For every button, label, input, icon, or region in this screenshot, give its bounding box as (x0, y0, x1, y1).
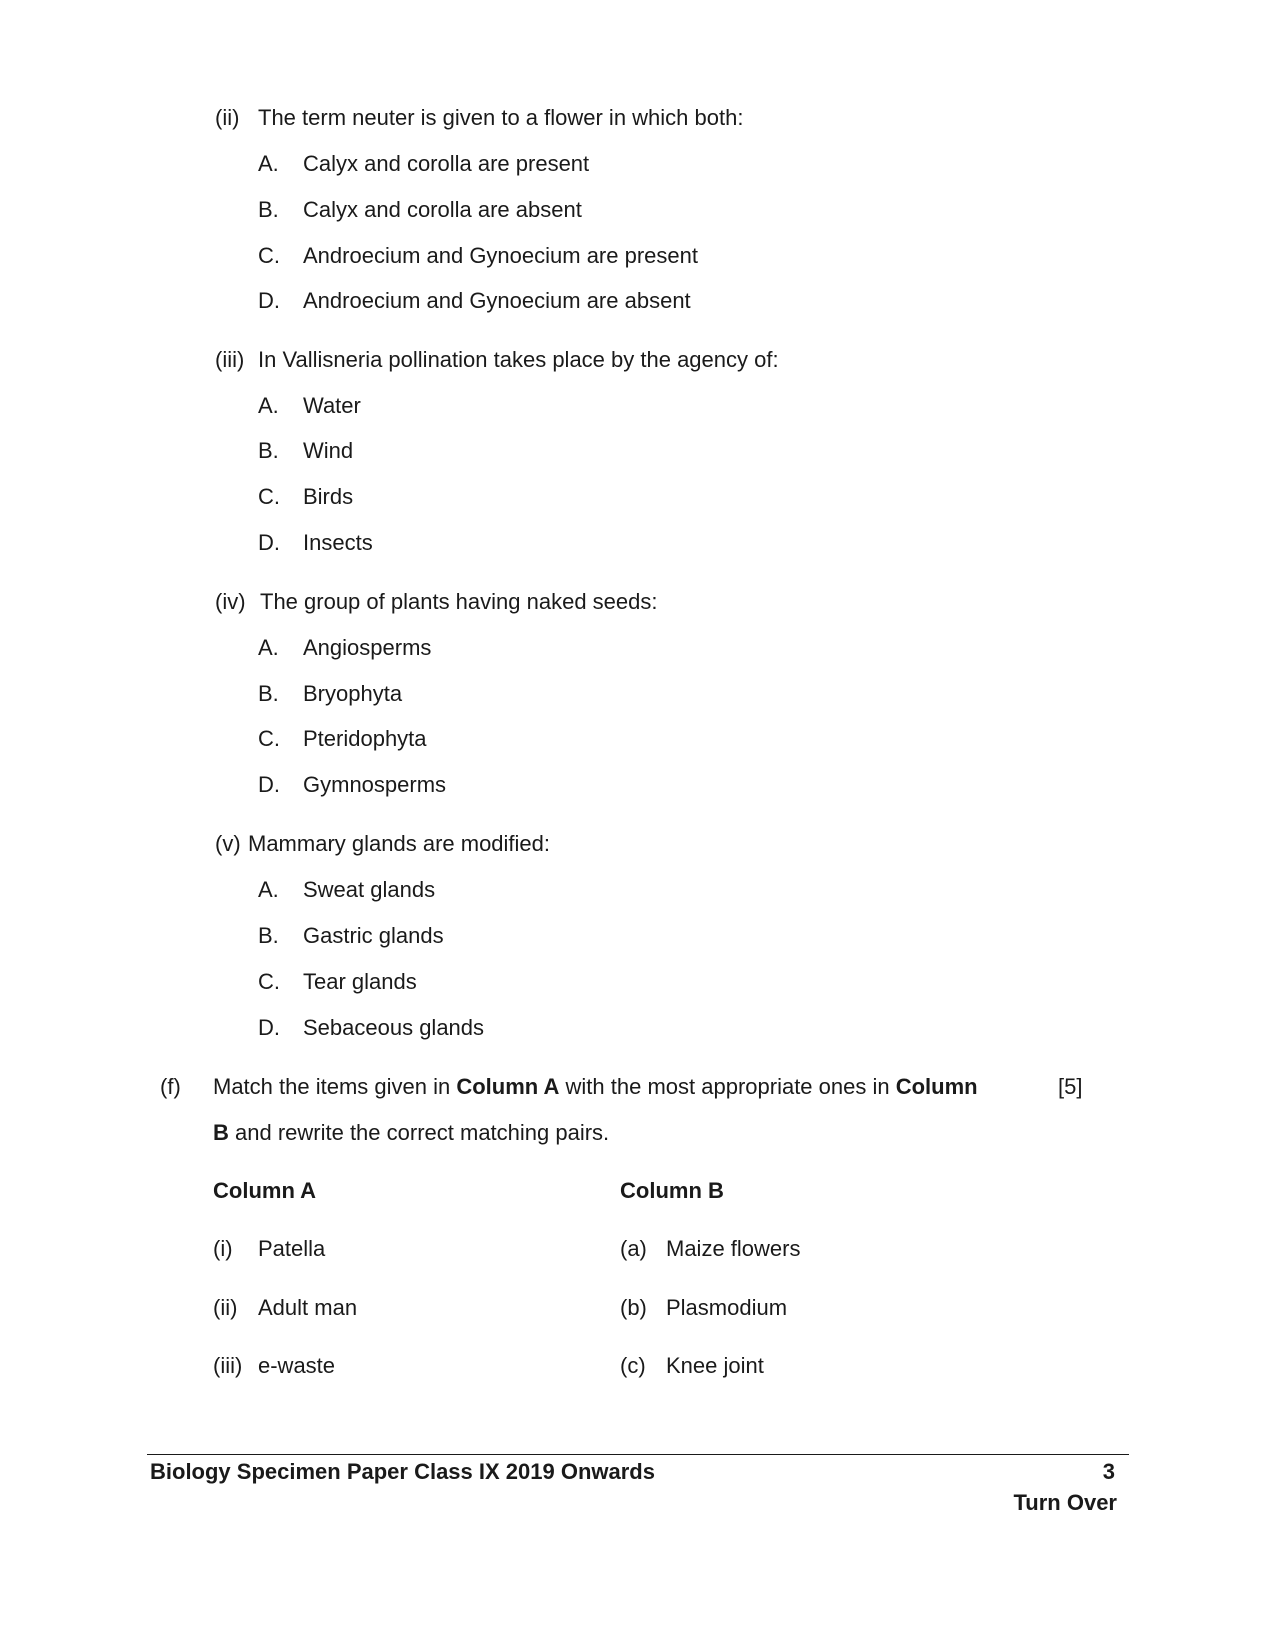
option-letter: A. (258, 635, 279, 660)
option-letter: D. (258, 1015, 280, 1040)
question-text: Mammary glands are modified: (248, 831, 551, 856)
option-letter: D. (258, 772, 280, 797)
column-a-item: Adult man (258, 1295, 358, 1320)
option-text: Pteridophyta (303, 726, 427, 751)
option-text: Sebaceous glands (303, 1015, 485, 1040)
option-text: Gastric glands (303, 923, 444, 948)
question-text: In Vallisneria pollination takes place by the agency of: (258, 347, 779, 372)
option-letter: C. (258, 726, 280, 751)
question-text: The term neuter is given to a flower in which both: (258, 105, 744, 130)
column-a-number: (ii) (213, 1295, 238, 1320)
option-text: Sweat glands (303, 877, 436, 902)
footer-title: Biology Specimen Paper Class IX 2019 Onwards (150, 1459, 655, 1484)
column-a-item: e-waste (258, 1353, 336, 1378)
column-b-item: Maize flowers (666, 1236, 801, 1261)
instruction-bold: B (213, 1120, 229, 1145)
page-number: 3 (1102, 1459, 1115, 1484)
column-b-number: (c) (620, 1353, 646, 1378)
column-a-item: Patella (258, 1236, 326, 1261)
question-number: (ii) (215, 105, 240, 130)
instruction-text: Match the items given in (213, 1074, 457, 1099)
instruction-text: with the most appropriate ones in (559, 1074, 896, 1099)
option-letter: A. (258, 877, 279, 902)
option-text: Calyx and corolla are present (303, 151, 590, 176)
option-text: Androecium and Gynoecium are absent (303, 288, 691, 313)
option-text: Angiosperms (303, 635, 432, 660)
column-a-header: Column A (213, 1178, 317, 1203)
option-letter: B. (258, 923, 279, 948)
option-text: Bryophyta (303, 681, 403, 706)
column-b-number: (a) (620, 1236, 647, 1261)
match-instruction-line1 (213, 1073, 978, 1101)
question-number: (iv) (215, 589, 246, 614)
column-b-item: Plasmodium (666, 1295, 788, 1320)
marks-label: [5] (1058, 1074, 1083, 1099)
option-text: Tear glands (303, 969, 417, 994)
option-text: Water (303, 393, 361, 418)
option-text: Birds (303, 484, 354, 509)
question-label: (f) (160, 1074, 181, 1099)
option-letter: B. (258, 438, 279, 463)
instruction-text: and rewrite the correct matching pairs. (228, 1120, 610, 1145)
option-letter: B. (258, 681, 279, 706)
footer-divider (147, 1454, 1129, 1455)
column-b-header: Column B (620, 1178, 724, 1203)
option-letter: C. (258, 484, 280, 509)
option-text: Insects (303, 530, 373, 555)
column-b-number: (b) (620, 1295, 647, 1320)
instruction-bold: Column (895, 1074, 978, 1099)
match-instruction-line2 (213, 1119, 609, 1147)
question-text: The group of plants having naked seeds: (260, 589, 658, 614)
option-text: Wind (303, 438, 354, 463)
option-letter: A. (258, 151, 279, 176)
question-number: (iii) (215, 347, 245, 372)
option-text: Gymnosperms (303, 772, 447, 797)
option-letter: A. (258, 393, 279, 418)
turn-over-label: Turn Over (1013, 1490, 1117, 1515)
column-b-item: Knee joint (666, 1353, 764, 1378)
instruction-bold: Column A (456, 1074, 560, 1099)
option-letter: C. (258, 243, 280, 268)
option-text: Calyx and corolla are absent (303, 197, 582, 222)
option-text: Androecium and Gynoecium are present (303, 243, 698, 268)
option-letter: C. (258, 969, 280, 994)
column-a-number: (i) (213, 1236, 233, 1261)
option-letter: D. (258, 288, 280, 313)
option-letter: B. (258, 197, 279, 222)
option-letter: D. (258, 530, 280, 555)
question-number: (v) (215, 831, 241, 856)
column-a-number: (iii) (213, 1353, 243, 1378)
